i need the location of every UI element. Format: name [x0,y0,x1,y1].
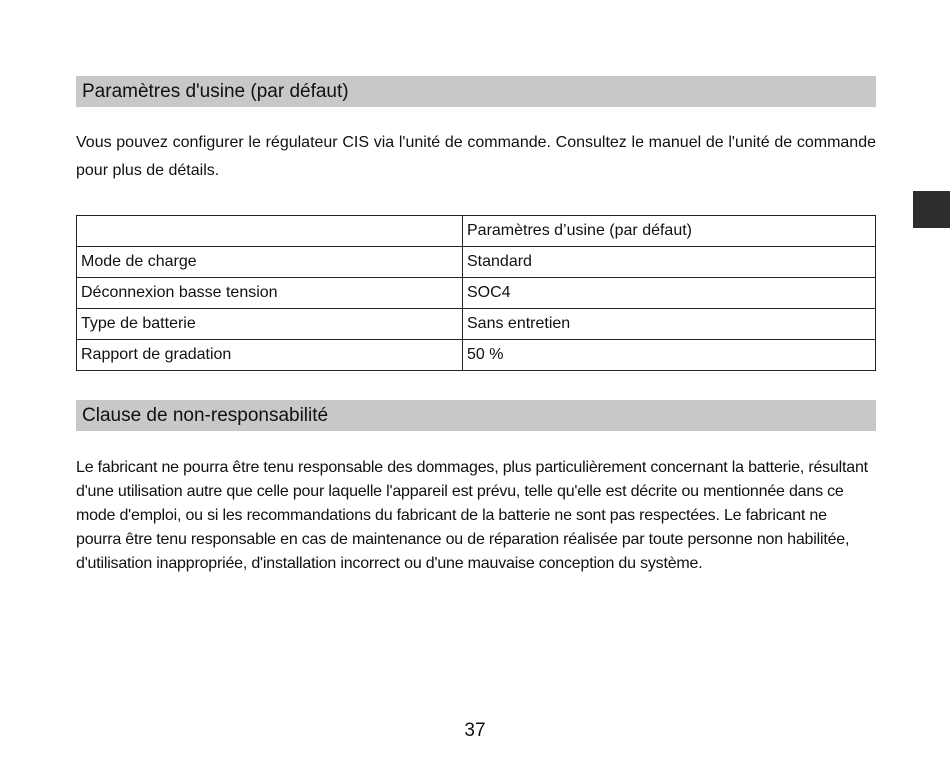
table-cell-label: Déconnexion basse tension [77,278,463,309]
disclaimer-paragraph: Le fabricant ne pourra être tenu responsable des dommages, plus particulièrement concernant la batterie, résultant d'une utilisation autre que celle pour laquelle l'appareil est prévu, telle qu'elle est décrite ou mentionnée dans ce mode d'emploi, ou si les recommandations du fabricant de la batterie ne sont pas respectées. Le fabricant ne pourra être tenu responsable en cas de maintenance ou de réparation réalisée par toute personne non habilitée, d'utilisation inappropriée, d'installation incorrect ou d'une mauvaise conception du système. [76,459,868,572]
factory-settings-table [76,215,876,371]
table-cell-label: Mode de charge [77,247,463,278]
table-row [77,247,876,278]
table-row [77,340,876,371]
table-cell-label: Type de batterie [77,309,463,340]
table-header-row [77,216,876,247]
chapter-tab-marker [913,191,950,228]
table-cell-value: Sans entretien [463,309,876,340]
table-header-cell [77,216,463,247]
section-heading-factory-settings: Paramètres d'usine (par défaut) [76,76,876,107]
table-row [77,278,876,309]
table-header-cell: Paramètres d’usine (par défaut) [463,216,876,247]
table-cell-value: SOC4 [463,278,876,309]
table-cell-value: 50 % [463,340,876,371]
table-row [77,309,876,340]
table-cell-label: Rapport de gradation [77,340,463,371]
page-number: 37 [464,720,486,741]
table-cell-value: Standard [463,247,876,278]
section-heading-disclaimer: Clause de non-responsabilité [76,400,876,431]
intro-paragraph: Vous pouvez configurer le régulateur CIS via l'unité de commande. Consultez le manuel de l'unité de commande pour plus de détails. [76,134,876,179]
